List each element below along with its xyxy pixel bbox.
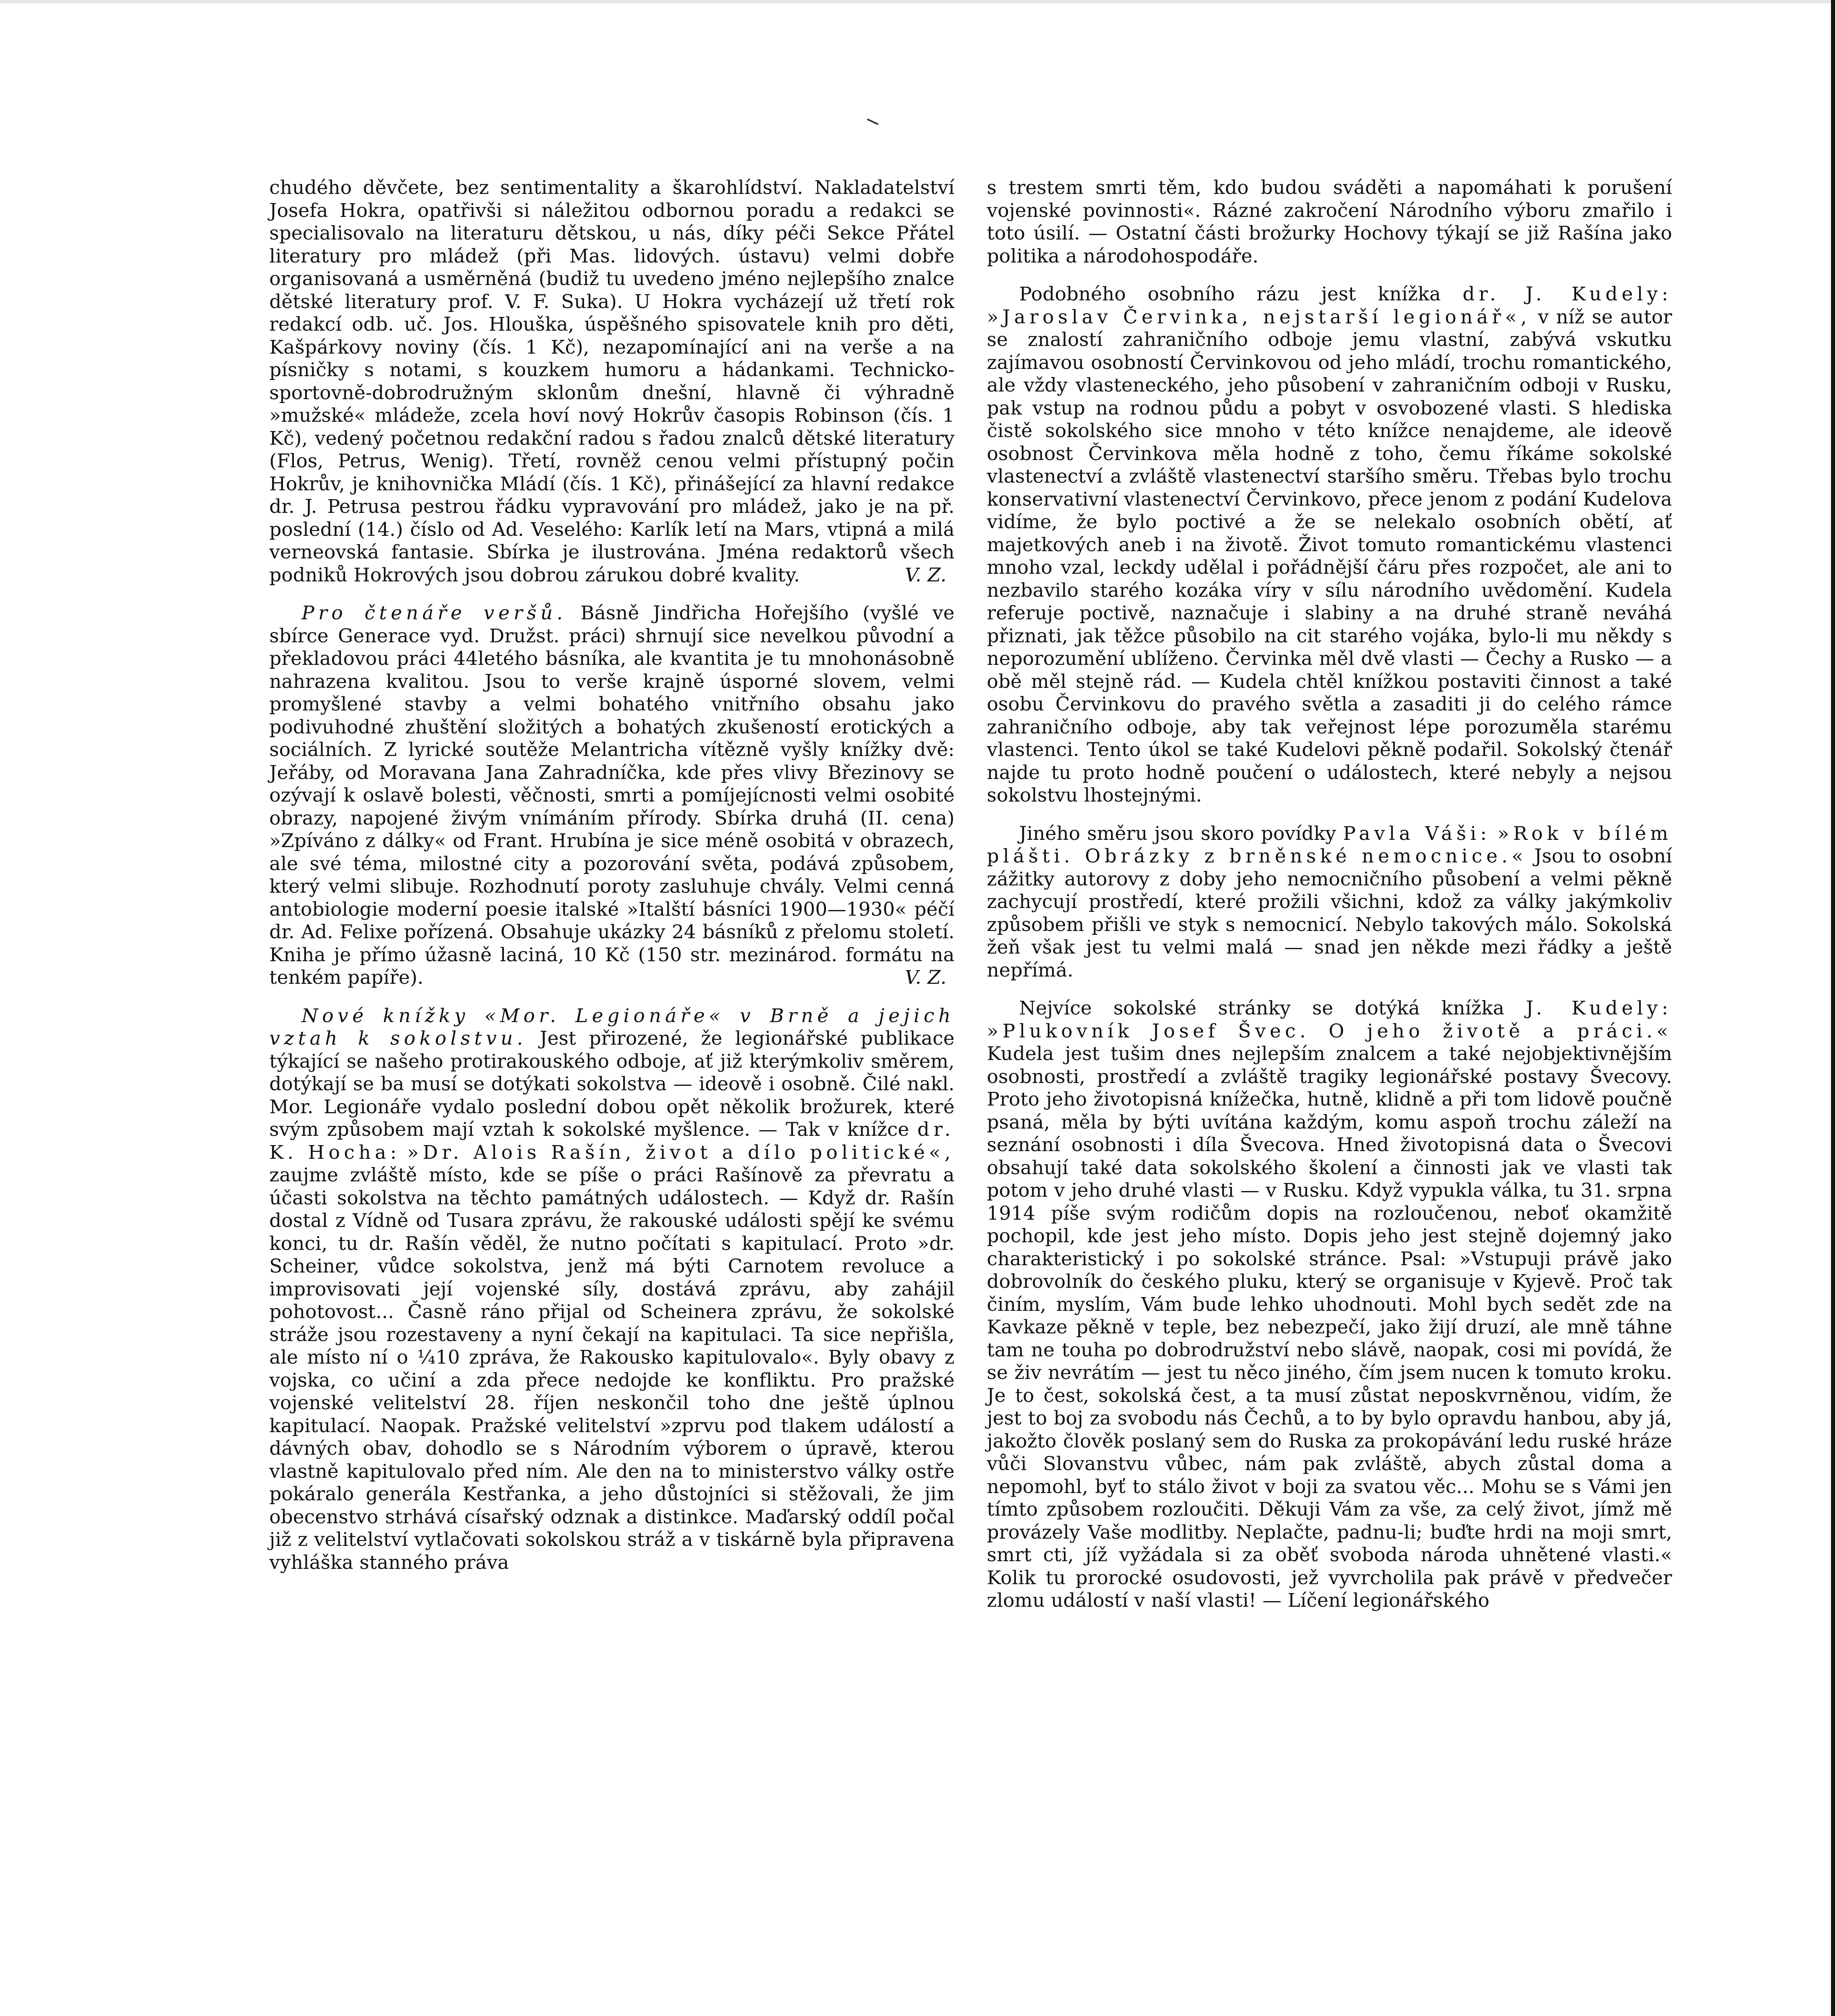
paragraph-text: Jest přirozené, že legionářské publikace týkající se našeho protirakouského odboje, ať již kterýmkoliv směrem, dotýkají se ba musí se dotýkati sokolstva — ideově i osobně. Čilé nakl. Mor. Legionáře vydalo poslední dobou opět několik brožurek, které svým způsobem mají vztah k sokolské myšlence. — Tak v knížce	[269, 1027, 955, 1141]
scan-mark	[867, 119, 879, 125]
paragraph-childrens-literature	[269, 177, 955, 587]
scan-edge-right	[1831, 0, 1835, 2016]
paragraph-svec	[987, 997, 1672, 1612]
left-column	[269, 177, 955, 1589]
right-column	[987, 177, 1672, 1628]
author-signature: V. Z.	[905, 564, 947, 586]
book-title: »Plukovník Josef Švec. O jeho životě a práci.«	[987, 1020, 1672, 1042]
author-signature: V. Z.	[905, 966, 947, 989]
paragraph-vasi	[987, 823, 1672, 982]
paragraph-text: zaujme zvláště místo, kde se píše o práci Rašínově za převratu a účasti sokolstva na těchto památných událostech. — Když dr. Rašín dostal z Vídně od Tusara zprávu, že rakouské události spějí ke svému konci, tu dr. Rašín věděl, že nutno počítati s kapitulací. Proto »dr. Scheiner, vůdce sokolstva, jenž má býti Carnotem revoluce a improvisovati její vojenské síly, dostává zprávu, aby zahájil pohotovost... Časně ráno přijal od Scheinera zprávu, že sokolské stráže jsou rozestaveny a nyní čekají na kapitulaci. Ta sice nepřišla, ale místo ní o ¼10 zpráva, že Rakousko kapitulovalo«. Byly obavy z vojska, co učiní a zda přece nedojde ke konfliktu. Pro pražské vojenské velitelství 28. říjen neskončil toho dne ještě úplnou kapitulací. Naopak. Pražské velitelství »zprvu pod tlakem událostí a dávných obav, dohodlo se s Národním výborem o úpravě, kterou vlastně kapitulovalo před ním. Ale den na to ministerstvo války ostře pokáralo generála Kestřanka, a jeho důstojníci si stěžovali, že jim obecenstvo strhává císařský odznak a distinkce. Maďarský oddíl počal již z velitelství vytlačovati sokolskou stráž a v tiskárně byla připravena vyhláška stanného práva	[269, 1164, 955, 1574]
paragraph-continuation	[987, 177, 1672, 268]
paragraph-cervinka	[987, 283, 1672, 807]
book-author: Pavla Váši:	[1343, 822, 1491, 845]
paragraph-text: s trestem smrti těm, kdo budou sváděti a napomáhati k porušení vojenské povinnosti«. Rázné zakročení Národního výboru zmařilo i toto úsilí. — Ostatní části brožurky Hochovy týkají se již Rašína jako politika a národohospodáře.	[987, 177, 1672, 267]
book-title: »Dr. Alois Rašín, život a dílo politické«,	[407, 1141, 955, 1164]
paragraph-legionnaire-books	[269, 1005, 955, 1574]
section-lead: Pro čtenáře veršů.	[302, 602, 567, 624]
paragraph-text: Kudela jest tušim dnes nejlepším znalcem a také nejobjektivnějším osobnosti, prostředí a zvláště tragiky legionářské postavy Švecovy. Proto jeho životopisná knížečka, hutně, klidně a při tom lidově poučně psaná, měla by býti uvítána každým, komu aspoň trochu záleží na seznání osobnosti i díla Švecova. Hned životopisná data o Švecovi obsahují také data sokolského školení a činnosti jak ve vlasti tak potom v jeho druhé vlasti — v Rusku. Když vypukla válka, tu 31. srpna 1914 píše svým rodičům dopis na rozloučenou, neboť okamžitě pochopil, kde jest jeho místo. Dopis jeho jest stejně dojemný jako charakteristický i po sokolské stránce. Psal: »Vstupuji právě jako dobrovolník do českého pluku, který se organisuje v Kyjevě. Proč tak činím, myslím, Vám bude lehko uhodnouti. Mohl bych sedět zde na Kavkaze pěkně v teple, bez nebezpečí, jako žijí druzí, ale mně táhne tam ne touha po dobrodružství nebo slávě, naopak, cosi mi povídá, že se živ nevrátím — jest tu něco jiného, čím jsem nucen k tomuto kroku. Je to čest, sokolská čest, a ta musí zůstat neposkvrněnou, vidím, že jest to boj za svobodu nás Čechů, a to by bylo opravdu hanbou, aby já, jakožto člověk poslaný sem do Ruska za prokopávání ledu ruské hráze vůči Slovanstvu vůbec, nám pak zvláště, abych zůstal doma a nepomohl, byť to stálo život v boji za svatou věc... Mohu se s Vámi jen tímto způsobem rozloučiti. Děkuji Vám za vše, za celý život, jímž mě provázely Vaše modlitby. Neplačte, padnu-li; buďte hrdi na moji smrt, smrt cti, jíž vyžádala si za oběť svoboda národa uhnětené vlasti.« Kolik tu prorocké osudovosti, jež vyvrcholila pak právě v předvečer zlomu událostí v naší vlasti! — Líčení legionářského	[987, 1043, 1672, 1612]
section-lead: Nové knížky «Mor. Legionáře« v Brně a jejich vztah k sokolstvu.	[269, 1004, 955, 1050]
paragraph-text: Nejvíce sokolské stránky se dotýká knížka	[1019, 997, 1504, 1019]
book-author: dr. J. Kudely:	[1463, 283, 1673, 305]
paragraph-text: Básně Jindřicha Hořejšího (vyšlé ve sbírce Generace vyd. Družst. práci) shrnují sice nevelkou původní a překladovou práci 44letého básníka, ale kvantita je tu mnohonásobně nahrazena kvalitou. Jsou to verše krajně úsporné slovem, velmi promyšlené stavby a velmi bohatého vnitřního obsahu jako podivuhodné zhuštění složitých a bohatých zkušeností erotických a sociálních. Z lyrické soutěže Melantricha vítězně vyšly knížky dvě: Jeřáby, od Moravana Jana Zahradníčka, kde přes vlivy Březinovy se ozývají k oslavě bolesti, věčnosti, smrti a pomíjejícnosti velmi osobité obrazy, napojené živým vnímáním přírody. Sbírka druhá (II. cena) »Zpíváno z dálky« od Frant. Hrubína je sice méně osobitá v obrazech, ale své téma, milostné city a pozorování světa, podává způsobem, který velmi slibuje. Rozhodnutí poroty zasluhuje chvály. Velmi cenná antobiologie moderní poesie italské »Italští básníci 1900—1930« péčí dr. Ad. Felixe pořízená. Obsahuje ukázky 24 básníků z přelomu století. Kniha je přímo úžasně laciná, 10 Kč (150 str. mezinárod. formátu na tenkém papíře).	[269, 602, 955, 989]
paragraph-text: Jsou to osobní zážitky autorovy z doby jeho nemocničního působení a velmi pěkně zachycují prostředí, které prožili všichni, kdož za války jakýmkoliv způsobem přišli ve styk s nemocnicí. Nebylo takových málo. Sokolská žeň však jest tu velmi malá — snad jen někde mezi řádky a ještě nepřímá.	[987, 845, 1672, 981]
paragraph-poetry-readers	[269, 602, 955, 989]
paragraph-text: Jiného směru jsou skoro povídky	[1019, 822, 1336, 845]
paragraph-text: v níž se autor se znalostí zahraničního odboje jemu vlastní, zabývá vskutku zajímavou osobností Červinkovou od jeho mládí, trochu romantického, ale vždy vlasteneckého, jeho působení v zahraničním odboji v Rusku, pak vstup na rodnou půdu a pobyt v osvobozené vlasti. S hlediska čistě sokolského sice mnoho v této knížce nenajdeme, ale ideově osobnost Červinkova měla hodně z toho, čemu říkáme sokolské vlastenectví a zvláště vlastenectví staršího směru. Třebas bylo trochu konservativní vlastenectví Červinkovo, přece jenom z podání Kudelova vidíme, že bylo poctivé a že se nelekalo osobních obětí, ať majetkových aneb i na životě. Život tomuto romantickému vlastenci mnoho vzal, leckdy udělal i pořádnější čáru přes rozpočet, ale ani to nezbavilo starého kozáka víry v sílu národního uvědomění. Kudela referuje poctivě, naznačuje i slabiny a na druhé straně neváhá přiznati, jak těžce působilo na cit starého vojáka, bylo-li mu někdy s neporozumění ublíženo. Červinka měl dvě vlasti — Čechy a Rusko — a obě měl stejně rád. — Kudela chtěl knížkou postaviti činnost a také osobu Červinkovu do pravého světla a zasaditi ji do celého rámce zahraničního odboje, aby tak veřejnost lépe porozuměla starému vlastenci. Tento úkol se také Kudelovi pěkně podařil. Sokolský čtenář najde tu proto hodně poučení o událostech, které nebyly a nejsou sokolstvu lhostejnými.	[987, 306, 1673, 806]
book-author: J. Kudely:	[1526, 997, 1673, 1019]
paragraph-text: Podobného osobního rázu jest knížka	[1019, 283, 1441, 305]
book-title: »Jaroslav Červinka, nejstarší legionář«,	[987, 306, 1531, 328]
book-author: dr. K. Hocha:	[269, 1118, 955, 1164]
scan-edge-top	[0, 0, 1835, 3]
book-title: »Rok v bílém plášti. Obrázky z brněnské nemocnice.«	[987, 822, 1673, 867]
paragraph-text: chudého děvčete, bez sentimentality a škarohlídství. Nakladatelství Josefa Hokra, opatřivši si náležitou odbornou poradu a redakci se specialisovalo na literaturu dětskou, u nás, díky péči Sekce Přátel literatury pro mládež (při Mas. lidových. ústavu) velmi dobře organisovaná a usměrněná (budiž tu uvedeno jméno nejlepšího znalce dětské literatury prof. V. F. Suka). U Hokra vycházejí už třetí rok redakcí odb. uč. Jos. Hlouška, úspěšného spisovatele knih pro děti, Kašpárkovy noviny (čís. 1 Kč), nezapomínající ani na verše a na písničky s notami, s kouzkem humoru a hádankami. Technicko-sportovně-dobrodružným sklonům dnešní, hlavně či výhradně »mužské« mládeže, zcela hoví nový Hokrův časopis Robinson (čís. 1 Kč), vedený početnou redakční radou s řadou znalců dětské literatury (Flos, Petrus, Wenig). Třetí, rovněž cenou velmi přístupný počin Hokrův, je knihovnička Mládí (čís. 1 Kč), přinášející za hlavní redakce dr. J. Petrusa pestrou řádku vypravování pro mládež, jako je na př. poslední (14.) číslo od Ad. Veselého: Karlík letí na Mars, vtipná a milá verneovská fantasie. Sbírka je ilustrována. Jména redaktorů všech podniků Hokrových jsou dobrou zárukou dobré kvality.	[269, 177, 955, 586]
